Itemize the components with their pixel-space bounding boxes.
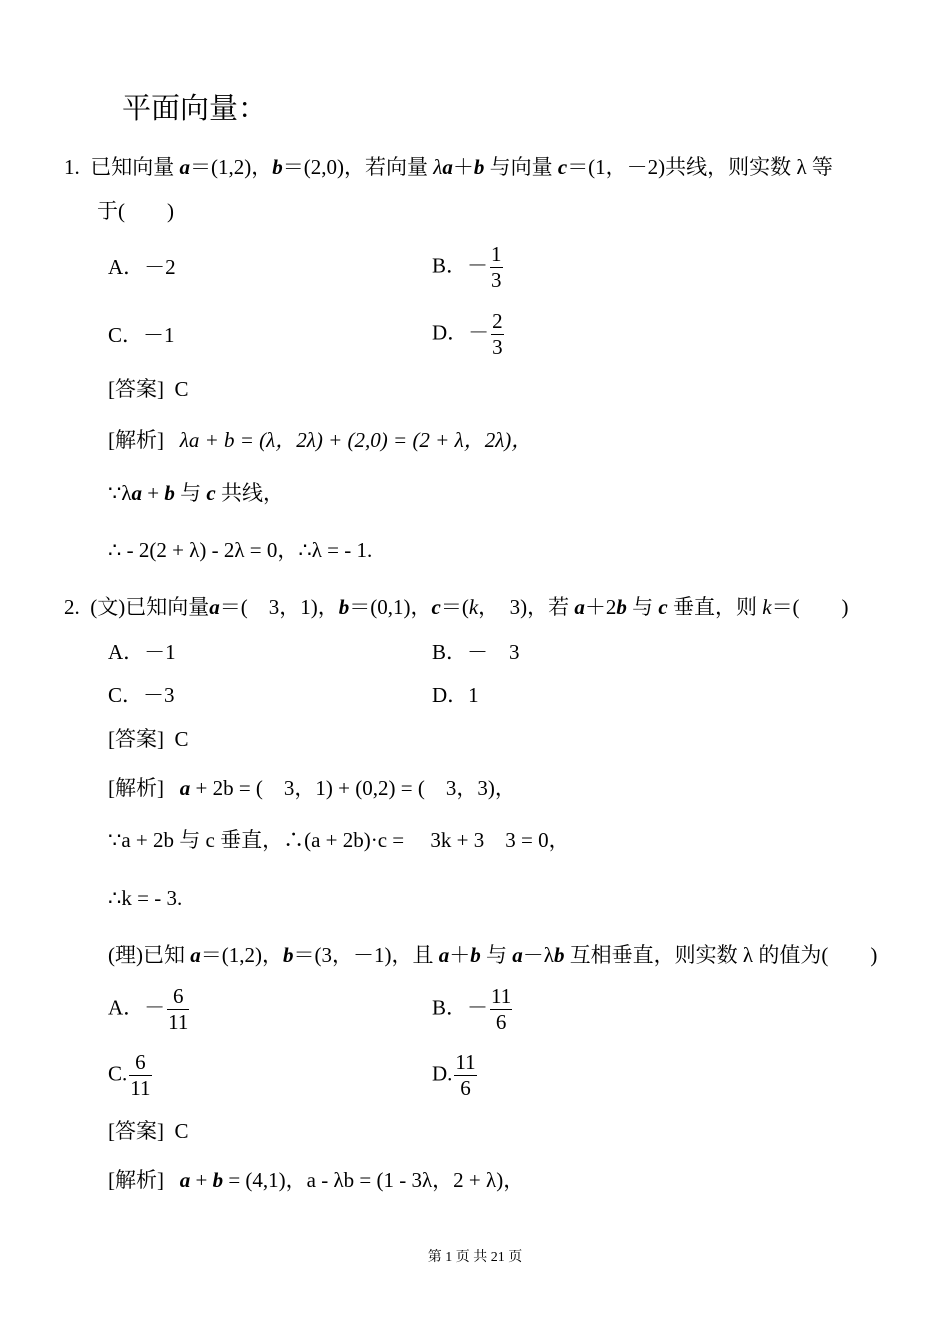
fraction	[491, 311, 504, 358]
vec-b: b	[212, 1168, 224, 1192]
q2-end: ＝( )	[771, 595, 849, 619]
analysis-text: ∵λ	[108, 481, 132, 505]
answer-value: C	[174, 377, 189, 401]
q2-a-val: ＝( 3，1)，	[219, 595, 339, 619]
q1-stem-line1	[64, 157, 833, 178]
fraction-num: 11	[491, 984, 512, 1008]
q3-plus: ＋	[449, 943, 471, 967]
answer-value: C	[174, 727, 189, 751]
vec-a: a	[438, 943, 450, 967]
vec-b: b	[470, 943, 481, 967]
fraction-den: 3	[491, 268, 502, 292]
analysis-text: = (4,1)，a - λb = (1 - 3λ，2 + λ)，	[223, 1168, 525, 1192]
q2-answer	[108, 729, 189, 750]
q2-option-d: D．1	[432, 683, 479, 707]
fraction-num: 1	[491, 242, 502, 266]
fraction-num: 6	[167, 986, 189, 1010]
q3-option-d-prefix: D.	[432, 1061, 453, 1086]
vec-b: b	[283, 943, 294, 967]
q2-option-a: A．－1	[108, 640, 176, 664]
vec-a: a	[190, 943, 201, 967]
q1-b-val: ＝(2,0)，若向量	[282, 155, 428, 179]
fraction	[129, 1052, 151, 1099]
fraction-num: 11	[455, 1050, 476, 1074]
q2-lead: (文)已知向量	[90, 595, 210, 619]
q1-option-b	[432, 244, 503, 291]
q1-analysis-3: ∴ - 2(2 + λ) - 2λ = 0，∴λ = - 1.	[108, 538, 373, 562]
q2-analysis-1	[108, 778, 516, 799]
q3-a-val: ＝(1,2)，	[200, 943, 283, 967]
q2-then: 垂直，则	[667, 595, 763, 619]
q1-number: 1.	[64, 155, 80, 179]
q1-tail: λ 等	[796, 155, 833, 179]
vec-c: c	[206, 481, 216, 505]
q2-option-b: B．－ 3	[432, 640, 520, 664]
fraction-num: 2	[492, 309, 503, 333]
fraction-den: 3	[492, 335, 503, 359]
q3-option-a-prefix: A．－	[108, 995, 166, 1020]
q2-c-tail: ， 3)，若	[478, 595, 570, 619]
q1-analysis-2: ∵λa + b 与 c 共线，	[108, 481, 284, 505]
vec-c: c	[658, 595, 668, 619]
page-footer: 第 1 页 共 21 页	[427, 1250, 523, 1265]
fraction-den: 11	[130, 1076, 151, 1100]
fraction	[490, 986, 512, 1033]
vec-b: b	[164, 481, 175, 505]
q1-analysis-1	[108, 430, 532, 451]
q1-answer	[108, 379, 189, 400]
q1-c-val: ＝(1，－2)共线，则实数	[567, 155, 792, 179]
q1-stem-line2: 于( )	[97, 199, 174, 223]
q3-answer	[108, 1121, 189, 1142]
fraction-den: 6	[460, 1076, 471, 1100]
vec-c: c	[557, 155, 568, 179]
q2-analysis-2: ∵a + 2b 与 c 垂直，∴(a + 2b)·c = 3k + 3 3 = 0，	[108, 828, 570, 852]
answer-value: C	[174, 1119, 189, 1143]
analysis-label: [解析]	[108, 1168, 164, 1192]
q1-option-a: A．－2	[108, 255, 176, 279]
q2-c-val: ＝(	[440, 595, 469, 619]
q2-analysis-3: ∴k = - 3.	[108, 886, 183, 910]
vec-b: b	[272, 155, 283, 179]
vec-a: a	[179, 1168, 191, 1192]
vec-a: a	[512, 943, 523, 967]
q3-lead: (理)已知	[108, 943, 185, 967]
vec-a: a	[442, 155, 453, 179]
q2-k: k	[468, 595, 479, 619]
section-title: 平面向量：	[122, 93, 268, 125]
vec-b: b	[553, 943, 565, 967]
q1-option-c: C．－1	[108, 323, 175, 347]
fraction-den: 6	[495, 1010, 507, 1034]
analysis-text: + 2b = ( 3，1) + (0,2) = ( 3，3)，	[190, 776, 516, 800]
analysis-label: [解析]	[108, 776, 164, 800]
q2-plus: ＋2	[584, 595, 617, 619]
vec-b: b	[473, 155, 485, 179]
analysis-label: [解析]	[108, 428, 164, 452]
q3-tail: 互相垂直，则实数 λ 的值为( )	[564, 943, 878, 967]
q3-b-val: ＝(3，－1)，且	[293, 943, 434, 967]
fraction	[454, 1052, 476, 1099]
analysis-text: 共线，	[215, 481, 284, 505]
q2-perp: 与	[626, 595, 659, 619]
answer-label: [答案]	[108, 727, 164, 751]
analysis-text: 与	[174, 481, 207, 505]
q1-lambda: λ	[433, 155, 443, 179]
q1-with: 与向量	[484, 155, 558, 179]
vec-a: a	[574, 595, 585, 619]
q1-plus: ＋	[452, 155, 474, 179]
q3-option-a	[108, 986, 189, 1033]
q3-option-d	[432, 1052, 477, 1099]
q1-a-val: ＝(1,2)，	[190, 155, 273, 179]
vec-b: b	[338, 595, 350, 619]
q3-option-b-prefix: B．－	[432, 995, 489, 1020]
vec-a: a	[179, 155, 190, 179]
q1-option-d-prefix: D．－	[432, 320, 490, 345]
fraction-num: 6	[129, 1052, 151, 1076]
q3-option-c-prefix: C.	[108, 1061, 128, 1086]
q3-option-b	[432, 986, 512, 1033]
q3-analysis-1: [解析] a + b = (4,1)，a - λb = (1 - 3λ，2 + λ)，	[108, 1168, 525, 1192]
vec-c: c	[431, 595, 441, 619]
fraction-den: 11	[168, 1010, 189, 1034]
answer-label: [答案]	[108, 377, 164, 401]
q3-stem	[108, 945, 877, 966]
answer-label: [答案]	[108, 1119, 164, 1143]
fraction	[167, 986, 189, 1033]
vec-b: b	[616, 595, 627, 619]
vec-a: a	[179, 776, 191, 800]
q1-lead: 已知向量	[90, 155, 175, 179]
q2-option-c: C．－3	[108, 683, 175, 707]
fraction	[490, 244, 503, 291]
vec-a: a	[209, 595, 220, 619]
q1-option-d	[432, 311, 504, 358]
q1-option-b-prefix: B．－	[432, 253, 489, 278]
q2-b-val: ＝(0,1)，	[349, 595, 432, 619]
q2-stem	[64, 597, 849, 618]
q3-minus: －λ	[522, 943, 554, 967]
q2-k: k	[762, 595, 772, 619]
analysis-text: λa + b = (λ，2λ) + (2,0) = (2 + λ，2λ)，	[179, 428, 533, 452]
vec-a: a	[131, 481, 143, 505]
q2-number: 2.	[64, 595, 80, 619]
q3-option-c	[108, 1052, 152, 1099]
q3-and: 与	[480, 943, 513, 967]
